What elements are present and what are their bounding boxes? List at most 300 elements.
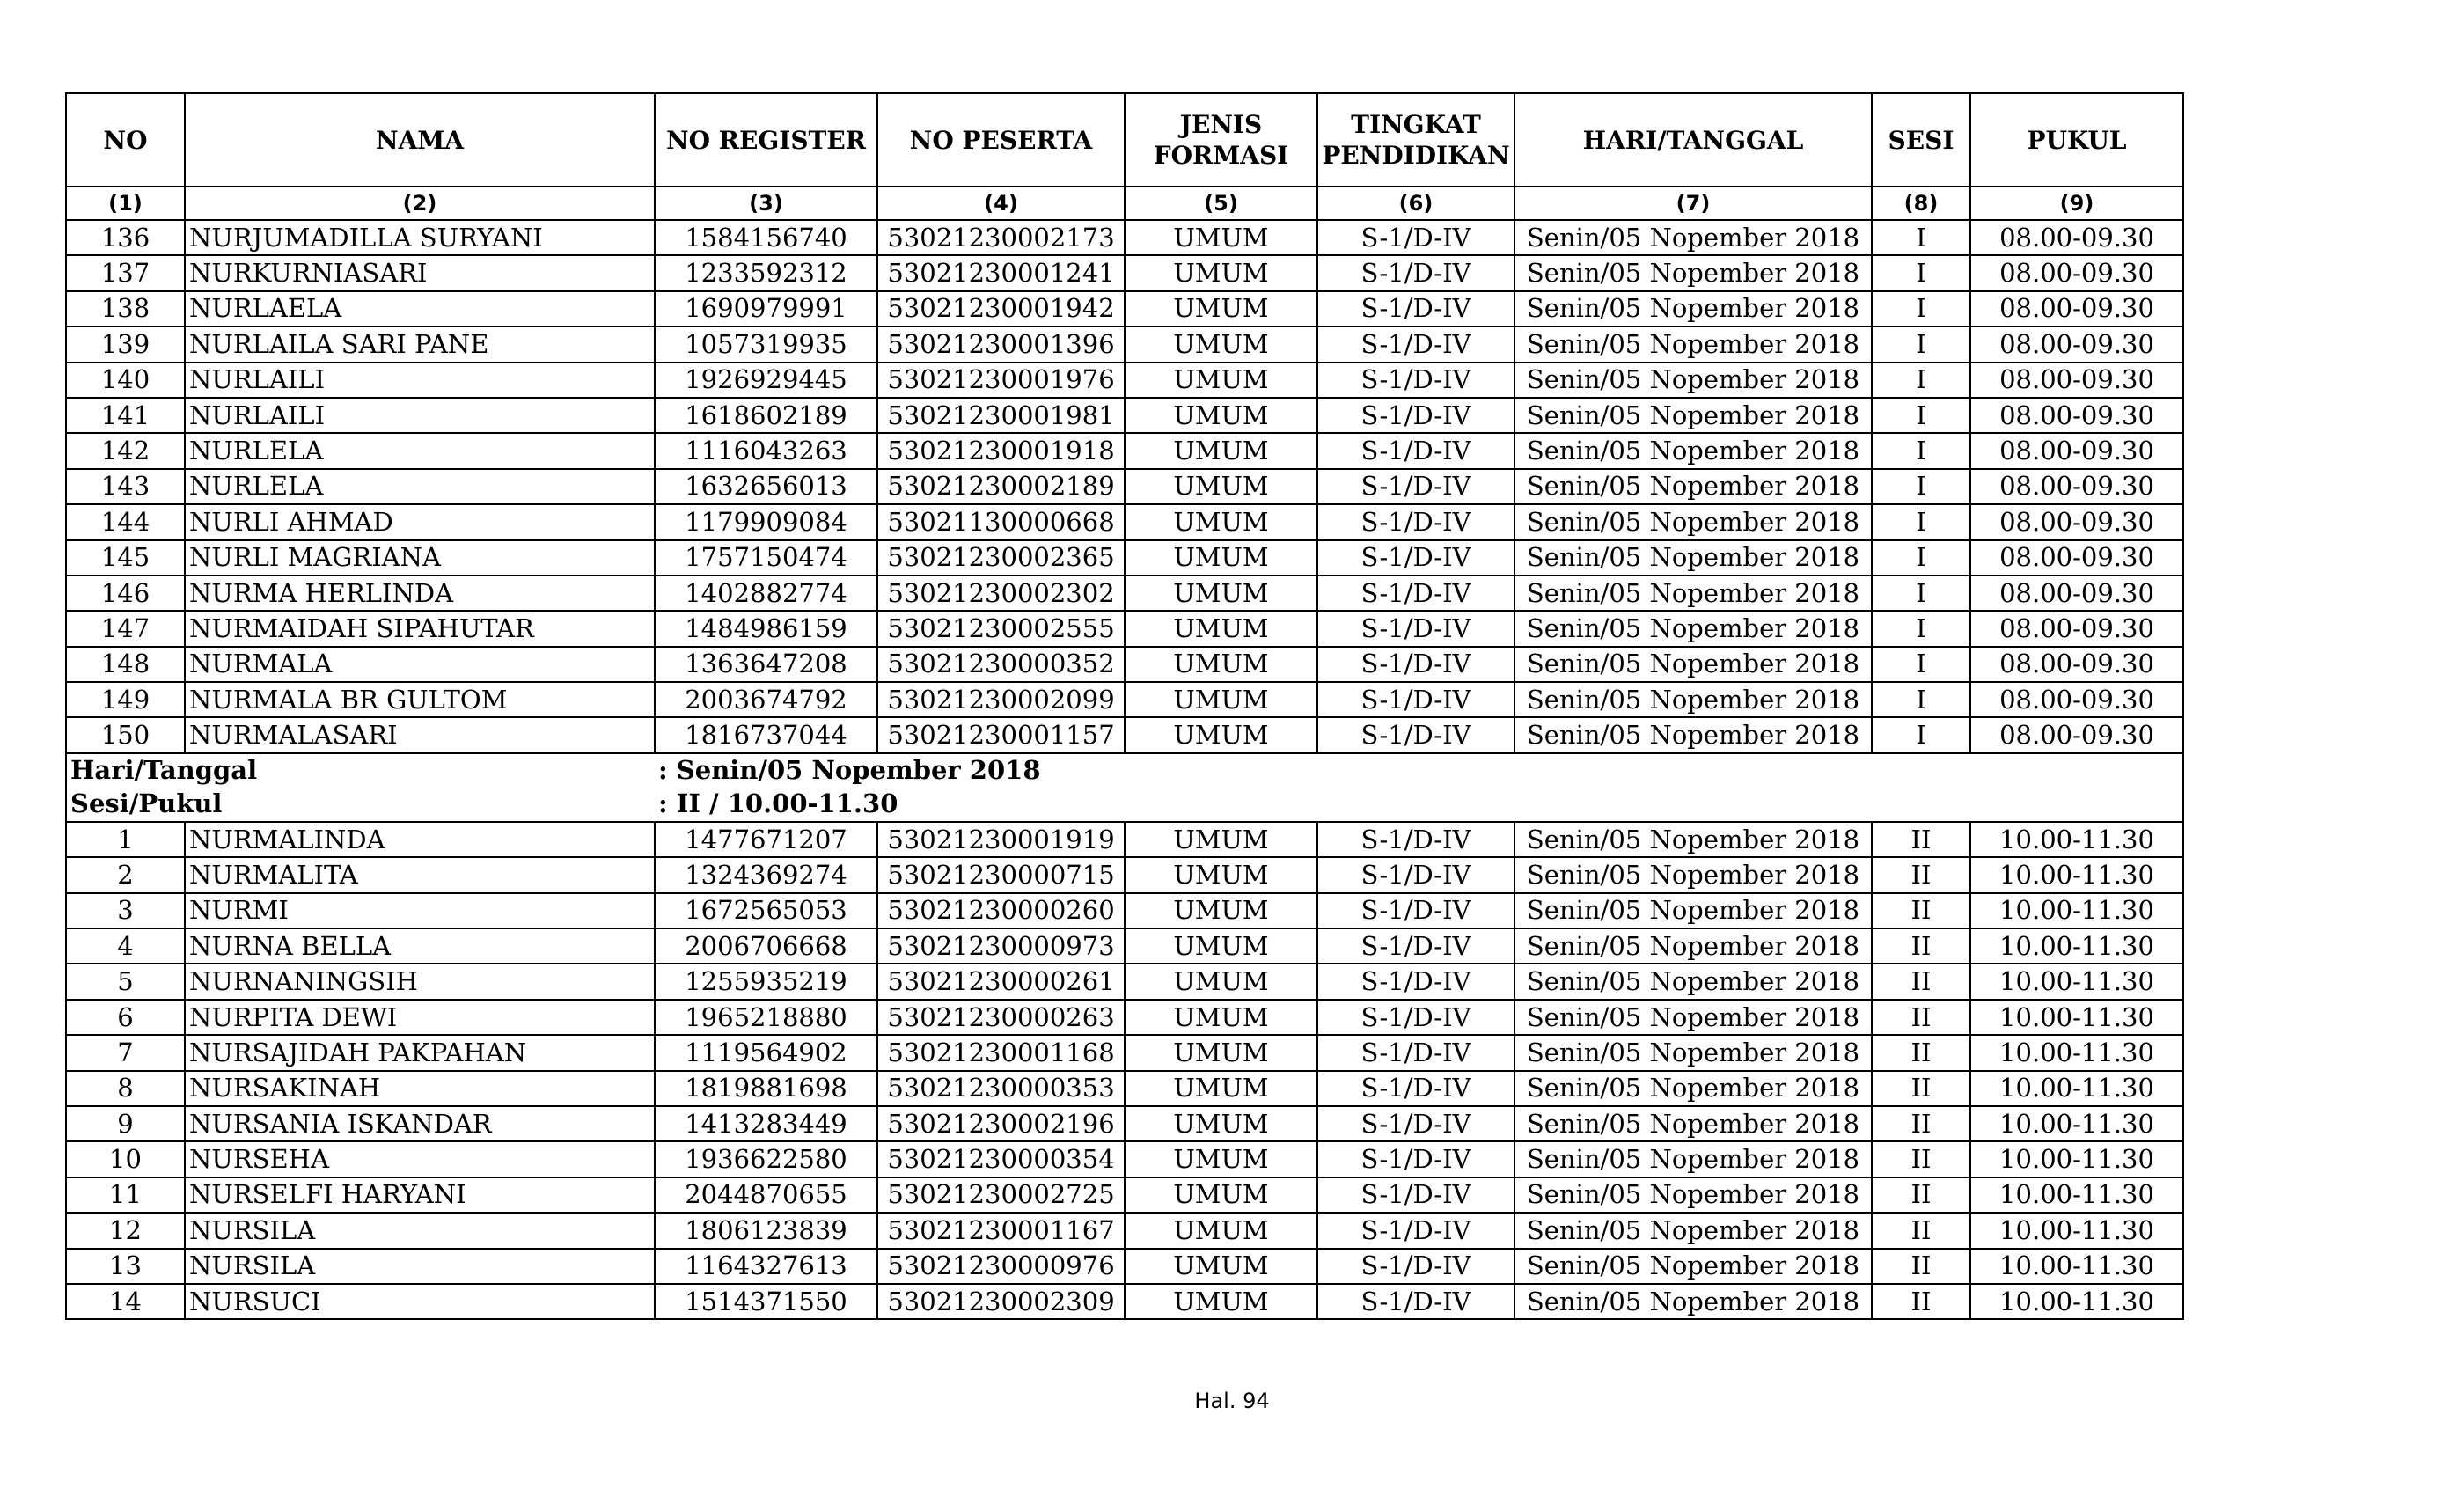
- table-row: [66, 1000, 2183, 1035]
- cell-pukul: 08.00-09.30: [1970, 220, 2183, 255]
- cell-pukul: 08.00-09.30: [1970, 255, 2183, 290]
- cell-tingkat-pendidikan: S-1/D-IV: [1317, 469, 1514, 504]
- table-row: [66, 647, 2183, 682]
- table-row: [66, 928, 2183, 964]
- cell-nama: NURSAJIDAH PAKPAHAN: [185, 1035, 655, 1070]
- cell-no-register: 1324369274: [655, 857, 877, 892]
- cell-no-peserta: 53021230001168: [877, 1035, 1125, 1070]
- cell-tingkat-pendidikan: S-1/D-IV: [1317, 1177, 1514, 1213]
- cell-no-peserta: 53021230001157: [877, 717, 1125, 752]
- cell-hari-tanggal: Senin/05 Nopember 2018: [1514, 326, 1872, 362]
- cell-hari-tanggal: Senin/05 Nopember 2018: [1514, 469, 1872, 504]
- cell-sesi: I: [1872, 576, 1970, 611]
- cell-pukul: 08.00-09.30: [1970, 291, 2183, 326]
- header-sesi: SESI: [1872, 93, 1970, 187]
- session-1-rows: [66, 220, 2183, 753]
- cell-pukul: 10.00-11.30: [1970, 822, 2183, 857]
- cell-hari-tanggal: Senin/05 Nopember 2018: [1514, 220, 1872, 255]
- cell-nama: NURLI MAGRIANA: [185, 540, 655, 576]
- cell-nama: NURNA BELLA: [185, 928, 655, 964]
- cell-tingkat-pendidikan: S-1/D-IV: [1317, 326, 1514, 362]
- cell-no: 2: [66, 857, 185, 892]
- cell-no-peserta: 53021230001981: [877, 398, 1125, 433]
- cell-no: 143: [66, 469, 185, 504]
- cell-tingkat-pendidikan: S-1/D-IV: [1317, 398, 1514, 433]
- cell-nama: NURSUCI: [185, 1284, 655, 1319]
- cell-nama: NURSELFI HARYANI: [185, 1177, 655, 1213]
- table-row: [66, 717, 2183, 752]
- cell-tingkat-pendidikan: S-1/D-IV: [1317, 1106, 1514, 1141]
- cell-no: 13: [66, 1249, 185, 1284]
- cell-no: 146: [66, 576, 185, 611]
- cell-no-register: 1413283449: [655, 1106, 877, 1141]
- cell-nama: NURKURNIASARI: [185, 255, 655, 290]
- cell-pukul: 08.00-09.30: [1970, 647, 2183, 682]
- cell-no-register: 1514371550: [655, 1284, 877, 1319]
- session-info-row: [66, 788, 2183, 822]
- cell-jenis-formasi: UMUM: [1125, 469, 1317, 504]
- cell-jenis-formasi: UMUM: [1125, 1213, 1317, 1248]
- cell-pukul: 08.00-09.30: [1970, 469, 2183, 504]
- table-row: [66, 1106, 2183, 1141]
- cell-no: 139: [66, 326, 185, 362]
- cell-pukul: 10.00-11.30: [1970, 1035, 2183, 1070]
- cell-no-register: 1618602189: [655, 398, 877, 433]
- cell-no-register: 1233592312: [655, 255, 877, 290]
- cell-nama: NURSILA: [185, 1249, 655, 1284]
- cell-hari-tanggal: Senin/05 Nopember 2018: [1514, 1106, 1872, 1141]
- cell-tingkat-pendidikan: S-1/D-IV: [1317, 1000, 1514, 1035]
- cell-tingkat-pendidikan: S-1/D-IV: [1317, 717, 1514, 752]
- cell-no-register: 1116043263: [655, 433, 877, 468]
- cell-nama: NURLELA: [185, 469, 655, 504]
- cell-sesi: II: [1872, 1035, 1970, 1070]
- header-tingkat-pendidikan: TINGKAT PENDIDIKAN: [1317, 93, 1514, 187]
- cell-sesi: II: [1872, 928, 1970, 964]
- table-row: [66, 326, 2183, 362]
- header-no: NO: [66, 93, 185, 187]
- cell-pukul: 10.00-11.30: [1970, 1071, 2183, 1106]
- cell-hari-tanggal: Senin/05 Nopember 2018: [1514, 857, 1872, 892]
- cell-jenis-formasi: UMUM: [1125, 611, 1317, 646]
- column-number: (3): [655, 187, 877, 220]
- cell-tingkat-pendidikan: S-1/D-IV: [1317, 576, 1514, 611]
- header-nama: NAMA: [185, 93, 655, 187]
- table-header: [66, 93, 2183, 220]
- cell-tingkat-pendidikan: S-1/D-IV: [1317, 255, 1514, 290]
- table-row: [66, 363, 2183, 398]
- cell-no-register: 1816737044: [655, 717, 877, 752]
- cell-hari-tanggal: Senin/05 Nopember 2018: [1514, 1177, 1872, 1213]
- cell-sesi: II: [1872, 893, 1970, 928]
- cell-no: 150: [66, 717, 185, 752]
- cell-pukul: 08.00-09.30: [1970, 398, 2183, 433]
- table-row: [66, 893, 2183, 928]
- cell-hari-tanggal: Senin/05 Nopember 2018: [1514, 893, 1872, 928]
- cell-hari-tanggal: Senin/05 Nopember 2018: [1514, 540, 1872, 576]
- cell-nama: NURSANIA ISKANDAR: [185, 1106, 655, 1141]
- day-info-row: [66, 753, 2183, 788]
- cell-pukul: 10.00-11.30: [1970, 1284, 2183, 1319]
- cell-no: 5: [66, 964, 185, 999]
- cell-sesi: I: [1872, 682, 1970, 717]
- cell-no-register: 1690979991: [655, 291, 877, 326]
- cell-tingkat-pendidikan: S-1/D-IV: [1317, 504, 1514, 539]
- cell-nama: NURMALITA: [185, 857, 655, 892]
- cell-no: 149: [66, 682, 185, 717]
- cell-no-peserta: 53021230002309: [877, 1284, 1125, 1319]
- cell-no-peserta: 53021230000352: [877, 647, 1125, 682]
- cell-jenis-formasi: UMUM: [1125, 433, 1317, 468]
- cell-jenis-formasi: UMUM: [1125, 1071, 1317, 1106]
- table-row: [66, 1284, 2183, 1319]
- cell-sesi: I: [1872, 717, 1970, 752]
- cell-no-peserta: 53021230001942: [877, 291, 1125, 326]
- cell-nama: NURMA HERLINDA: [185, 576, 655, 611]
- column-number: (8): [1872, 187, 1970, 220]
- cell-nama: NURLAILA SARI PANE: [185, 326, 655, 362]
- table-row: [66, 433, 2183, 468]
- cell-tingkat-pendidikan: S-1/D-IV: [1317, 964, 1514, 999]
- cell-pukul: 10.00-11.30: [1970, 964, 2183, 999]
- cell-hari-tanggal: Senin/05 Nopember 2018: [1514, 682, 1872, 717]
- cell-tingkat-pendidikan: S-1/D-IV: [1317, 647, 1514, 682]
- table-row: [66, 540, 2183, 576]
- cell-no-register: 1819881698: [655, 1071, 877, 1106]
- cell-hari-tanggal: Senin/05 Nopember 2018: [1514, 1141, 1872, 1177]
- cell-no-peserta: 53021230001396: [877, 326, 1125, 362]
- cell-pukul: 08.00-09.30: [1970, 540, 2183, 576]
- cell-no-peserta: 53021230002196: [877, 1106, 1125, 1141]
- cell-sesi: I: [1872, 504, 1970, 539]
- cell-tingkat-pendidikan: S-1/D-IV: [1317, 220, 1514, 255]
- cell-no: 3: [66, 893, 185, 928]
- cell-no-register: 2003674792: [655, 682, 877, 717]
- cell-no: 138: [66, 291, 185, 326]
- cell-no-peserta: 53021230002099: [877, 682, 1125, 717]
- cell-sesi: I: [1872, 398, 1970, 433]
- cell-pukul: 08.00-09.30: [1970, 433, 2183, 468]
- cell-sesi: I: [1872, 647, 1970, 682]
- header-pukul: PUKUL: [1970, 93, 2183, 187]
- session-value: : II / 10.00-11.30: [655, 788, 2183, 822]
- cell-pukul: 10.00-11.30: [1970, 1249, 2183, 1284]
- cell-nama: NURJUMADILLA SURYANI: [185, 220, 655, 255]
- cell-no-peserta: 53021130000668: [877, 504, 1125, 539]
- cell-pukul: 10.00-11.30: [1970, 928, 2183, 964]
- cell-no-peserta: 53021230002555: [877, 611, 1125, 646]
- cell-jenis-formasi: UMUM: [1125, 928, 1317, 964]
- cell-no: 6: [66, 1000, 185, 1035]
- cell-hari-tanggal: Senin/05 Nopember 2018: [1514, 1284, 1872, 1319]
- cell-nama: NURMAIDAH SIPAHUTAR: [185, 611, 655, 646]
- table-row: [66, 857, 2183, 892]
- cell-pukul: 10.00-11.30: [1970, 857, 2183, 892]
- cell-hari-tanggal: Senin/05 Nopember 2018: [1514, 964, 1872, 999]
- cell-tingkat-pendidikan: S-1/D-IV: [1317, 433, 1514, 468]
- cell-jenis-formasi: UMUM: [1125, 857, 1317, 892]
- cell-tingkat-pendidikan: S-1/D-IV: [1317, 1213, 1514, 1248]
- cell-no: 11: [66, 1177, 185, 1213]
- cell-hari-tanggal: Senin/05 Nopember 2018: [1514, 291, 1872, 326]
- cell-no-peserta: 53021230000354: [877, 1141, 1125, 1177]
- cell-no: 142: [66, 433, 185, 468]
- cell-hari-tanggal: Senin/05 Nopember 2018: [1514, 433, 1872, 468]
- cell-jenis-formasi: UMUM: [1125, 1177, 1317, 1213]
- cell-jenis-formasi: UMUM: [1125, 398, 1317, 433]
- cell-jenis-formasi: UMUM: [1125, 326, 1317, 362]
- cell-hari-tanggal: Senin/05 Nopember 2018: [1514, 1249, 1872, 1284]
- cell-sesi: II: [1872, 1213, 1970, 1248]
- header-row: [66, 93, 2183, 187]
- cell-nama: NURSILA: [185, 1213, 655, 1248]
- cell-sesi: I: [1872, 220, 1970, 255]
- column-number: (6): [1317, 187, 1514, 220]
- cell-no: 10: [66, 1141, 185, 1177]
- column-number: (4): [877, 187, 1125, 220]
- table-row: [66, 220, 2183, 255]
- session-info: [66, 753, 2183, 822]
- cell-jenis-formasi: UMUM: [1125, 576, 1317, 611]
- cell-hari-tanggal: Senin/05 Nopember 2018: [1514, 398, 1872, 433]
- cell-tingkat-pendidikan: S-1/D-IV: [1317, 857, 1514, 892]
- cell-no-register: 1179909084: [655, 504, 877, 539]
- cell-jenis-formasi: UMUM: [1125, 255, 1317, 290]
- cell-no: 4: [66, 928, 185, 964]
- cell-pukul: 08.00-09.30: [1970, 363, 2183, 398]
- cell-pukul: 10.00-11.30: [1970, 1141, 2183, 1177]
- cell-hari-tanggal: Senin/05 Nopember 2018: [1514, 647, 1872, 682]
- cell-no-peserta: 53021230002189: [877, 469, 1125, 504]
- column-number: (7): [1514, 187, 1872, 220]
- table-row: [66, 255, 2183, 290]
- header-jenis-formasi: JENIS FORMASI: [1125, 93, 1317, 187]
- cell-no: 1: [66, 822, 185, 857]
- cell-hari-tanggal: Senin/05 Nopember 2018: [1514, 363, 1872, 398]
- cell-no: 8: [66, 1071, 185, 1106]
- table-row: [66, 576, 2183, 611]
- column-number: (9): [1970, 187, 2183, 220]
- cell-sesi: II: [1872, 1141, 1970, 1177]
- cell-no: 144: [66, 504, 185, 539]
- cell-no: 141: [66, 398, 185, 433]
- cell-jenis-formasi: UMUM: [1125, 1284, 1317, 1319]
- cell-nama: NURMALA: [185, 647, 655, 682]
- cell-pukul: 08.00-09.30: [1970, 682, 2183, 717]
- cell-nama: NURMI: [185, 893, 655, 928]
- cell-hari-tanggal: Senin/05 Nopember 2018: [1514, 255, 1872, 290]
- table-row: [66, 469, 2183, 504]
- cell-no-peserta: 53021230001918: [877, 433, 1125, 468]
- cell-nama: NURPITA DEWI: [185, 1000, 655, 1035]
- cell-nama: NURLELA: [185, 433, 655, 468]
- cell-tingkat-pendidikan: S-1/D-IV: [1317, 682, 1514, 717]
- table-row: [66, 1249, 2183, 1284]
- cell-no-register: 1484986159: [655, 611, 877, 646]
- cell-pukul: 10.00-11.30: [1970, 1177, 2183, 1213]
- cell-tingkat-pendidikan: S-1/D-IV: [1317, 611, 1514, 646]
- table-row: [66, 822, 2183, 857]
- cell-no: 9: [66, 1106, 185, 1141]
- cell-hari-tanggal: Senin/05 Nopember 2018: [1514, 611, 1872, 646]
- cell-no-peserta: 53021230002725: [877, 1177, 1125, 1213]
- cell-sesi: II: [1872, 1000, 1970, 1035]
- cell-no: 147: [66, 611, 185, 646]
- cell-sesi: I: [1872, 363, 1970, 398]
- cell-no-peserta: 53021230000260: [877, 893, 1125, 928]
- cell-no-register: 1164327613: [655, 1249, 877, 1284]
- cell-sesi: II: [1872, 822, 1970, 857]
- page-number: Hal. 94: [1194, 1389, 1270, 1413]
- cell-hari-tanggal: Senin/05 Nopember 2018: [1514, 576, 1872, 611]
- column-number: (5): [1125, 187, 1317, 220]
- table-row: [66, 504, 2183, 539]
- cell-no-peserta: 53021230002365: [877, 540, 1125, 576]
- cell-nama: NURLAILI: [185, 398, 655, 433]
- cell-no: 148: [66, 647, 185, 682]
- cell-hari-tanggal: Senin/05 Nopember 2018: [1514, 717, 1872, 752]
- cell-pukul: 08.00-09.30: [1970, 717, 2183, 752]
- cell-sesi: II: [1872, 964, 1970, 999]
- cell-no-peserta: 53021230000973: [877, 928, 1125, 964]
- cell-no-register: 1757150474: [655, 540, 877, 576]
- session-2-rows: [66, 822, 2183, 1319]
- cell-no-register: 1936622580: [655, 1141, 877, 1177]
- cell-pukul: 08.00-09.30: [1970, 326, 2183, 362]
- cell-no-register: 2006706668: [655, 928, 877, 964]
- cell-pukul: 10.00-11.30: [1970, 893, 2183, 928]
- cell-nama: NURMALINDA: [185, 822, 655, 857]
- cell-no: 136: [66, 220, 185, 255]
- cell-no-peserta: 53021230001919: [877, 822, 1125, 857]
- table-row: [66, 291, 2183, 326]
- column-number-row: [66, 187, 2183, 220]
- cell-jenis-formasi: UMUM: [1125, 822, 1317, 857]
- cell-tingkat-pendidikan: S-1/D-IV: [1317, 1249, 1514, 1284]
- cell-jenis-formasi: UMUM: [1125, 1000, 1317, 1035]
- cell-no-peserta: 53021230001167: [877, 1213, 1125, 1248]
- header-no-peserta: NO PESERTA: [877, 93, 1125, 187]
- cell-hari-tanggal: Senin/05 Nopember 2018: [1514, 928, 1872, 964]
- cell-jenis-formasi: UMUM: [1125, 893, 1317, 928]
- cell-nama: NURSEHA: [185, 1141, 655, 1177]
- cell-hari-tanggal: Senin/05 Nopember 2018: [1514, 1000, 1872, 1035]
- table-row: [66, 398, 2183, 433]
- cell-no-peserta: 53021230002173: [877, 220, 1125, 255]
- table-row: [66, 682, 2183, 717]
- day-value: : Senin/05 Nopember 2018: [655, 753, 2183, 788]
- cell-no-register: 1119564902: [655, 1035, 877, 1070]
- table-row: [66, 1035, 2183, 1070]
- table-row: [66, 1071, 2183, 1106]
- cell-jenis-formasi: UMUM: [1125, 1035, 1317, 1070]
- cell-pukul: 10.00-11.30: [1970, 1106, 2183, 1141]
- cell-no: 7: [66, 1035, 185, 1070]
- cell-tingkat-pendidikan: S-1/D-IV: [1317, 1141, 1514, 1177]
- cell-no-peserta: 53021230000263: [877, 1000, 1125, 1035]
- participant-table: [65, 92, 2184, 1320]
- cell-no-register: 1477671207: [655, 822, 877, 857]
- cell-jenis-formasi: UMUM: [1125, 1249, 1317, 1284]
- cell-no-register: 1926929445: [655, 363, 877, 398]
- cell-no-peserta: 53021230000261: [877, 964, 1125, 999]
- cell-nama: NURSAKINAH: [185, 1071, 655, 1106]
- cell-no-register: 1363647208: [655, 647, 877, 682]
- cell-pukul: 10.00-11.30: [1970, 1000, 2183, 1035]
- cell-tingkat-pendidikan: S-1/D-IV: [1317, 1071, 1514, 1106]
- cell-tingkat-pendidikan: S-1/D-IV: [1317, 1284, 1514, 1319]
- cell-no-peserta: 53021230000715: [877, 857, 1125, 892]
- cell-sesi: I: [1872, 469, 1970, 504]
- cell-pukul: 08.00-09.30: [1970, 611, 2183, 646]
- cell-no-peserta: 53021230001241: [877, 255, 1125, 290]
- header-no-register: NO REGISTER: [655, 93, 877, 187]
- cell-nama: NURMALA BR GULTOM: [185, 682, 655, 717]
- cell-pukul: 08.00-09.30: [1970, 504, 2183, 539]
- cell-no-register: 1255935219: [655, 964, 877, 999]
- cell-sesi: II: [1872, 857, 1970, 892]
- cell-jenis-formasi: UMUM: [1125, 964, 1317, 999]
- cell-no-peserta: 53021230001976: [877, 363, 1125, 398]
- cell-tingkat-pendidikan: S-1/D-IV: [1317, 928, 1514, 964]
- column-number: (2): [185, 187, 655, 220]
- cell-no-register: 1806123839: [655, 1213, 877, 1248]
- cell-no-register: 1584156740: [655, 220, 877, 255]
- column-number: (1): [66, 187, 185, 220]
- cell-sesi: II: [1872, 1249, 1970, 1284]
- cell-sesi: II: [1872, 1177, 1970, 1213]
- cell-sesi: II: [1872, 1071, 1970, 1106]
- cell-hari-tanggal: Senin/05 Nopember 2018: [1514, 1213, 1872, 1248]
- participant-schedule: [65, 92, 2184, 1320]
- cell-tingkat-pendidikan: S-1/D-IV: [1317, 1035, 1514, 1070]
- cell-sesi: I: [1872, 326, 1970, 362]
- cell-sesi: I: [1872, 611, 1970, 646]
- cell-hari-tanggal: Senin/05 Nopember 2018: [1514, 822, 1872, 857]
- cell-pukul: 08.00-09.30: [1970, 576, 2183, 611]
- cell-tingkat-pendidikan: S-1/D-IV: [1317, 291, 1514, 326]
- cell-hari-tanggal: Senin/05 Nopember 2018: [1514, 504, 1872, 539]
- cell-no-peserta: 53021230002302: [877, 576, 1125, 611]
- cell-sesi: I: [1872, 255, 1970, 290]
- cell-no-register: 1057319935: [655, 326, 877, 362]
- cell-nama: NURMALASARI: [185, 717, 655, 752]
- cell-jenis-formasi: UMUM: [1125, 717, 1317, 752]
- cell-sesi: I: [1872, 291, 1970, 326]
- table-row: [66, 1177, 2183, 1213]
- cell-jenis-formasi: UMUM: [1125, 1106, 1317, 1141]
- cell-sesi: I: [1872, 540, 1970, 576]
- table-row: [66, 1141, 2183, 1177]
- cell-no-peserta: 53021230000976: [877, 1249, 1125, 1284]
- table-row: [66, 964, 2183, 999]
- cell-nama: NURLI AHMAD: [185, 504, 655, 539]
- cell-jenis-formasi: UMUM: [1125, 363, 1317, 398]
- cell-no-register: 1632656013: [655, 469, 877, 504]
- cell-nama: NURLAILI: [185, 363, 655, 398]
- cell-no-peserta: 53021230000353: [877, 1071, 1125, 1106]
- cell-jenis-formasi: UMUM: [1125, 540, 1317, 576]
- cell-no: 12: [66, 1213, 185, 1248]
- cell-jenis-formasi: UMUM: [1125, 504, 1317, 539]
- cell-tingkat-pendidikan: S-1/D-IV: [1317, 540, 1514, 576]
- cell-sesi: I: [1872, 433, 1970, 468]
- cell-jenis-formasi: UMUM: [1125, 682, 1317, 717]
- table-row: [66, 1213, 2183, 1248]
- cell-no-register: 1672565053: [655, 893, 877, 928]
- cell-no: 14: [66, 1284, 185, 1319]
- cell-no-register: 1965218880: [655, 1000, 877, 1035]
